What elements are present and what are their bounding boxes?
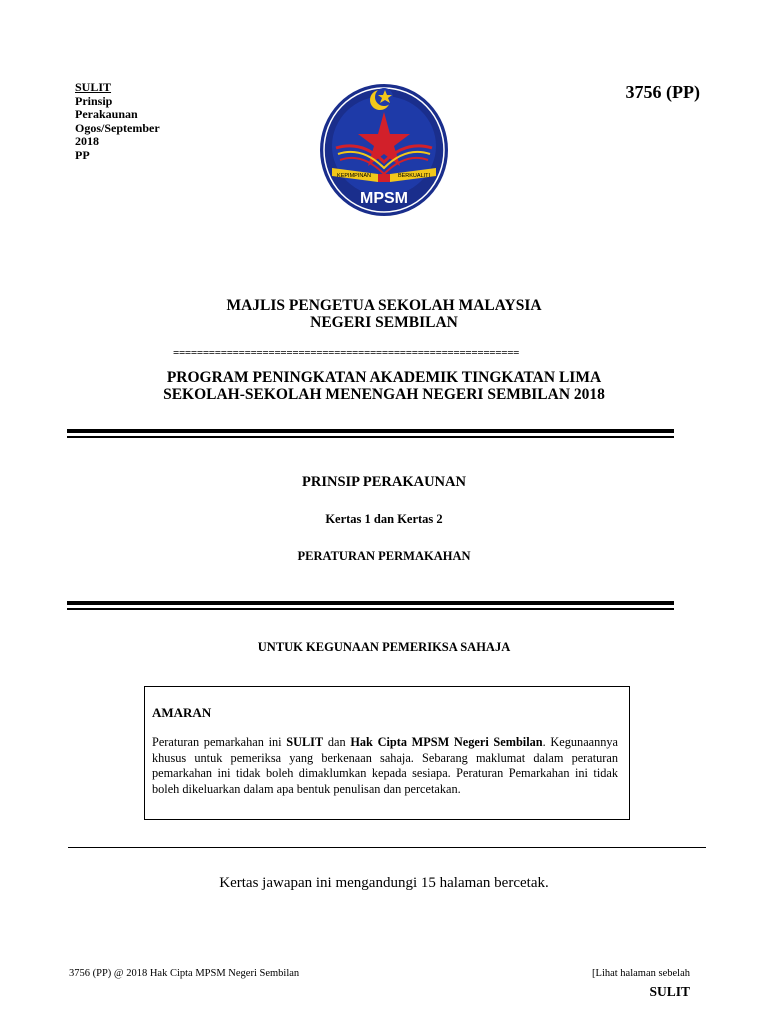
footer-sulit: SULIT (649, 984, 690, 999)
footer-divider (68, 847, 706, 848)
warning-text-part: dan (323, 735, 351, 749)
subject-line: Perakaunan (75, 107, 138, 121)
footer-next-page: [Lihat halaman sebelah (592, 968, 690, 979)
footer-copyright: 3756 (PP) @ 2018 Hak Cipta MPSM Negeri Sembilan (69, 968, 300, 979)
thick-divider-bottom (67, 601, 674, 610)
council-line-1: MAJLIS PENGETUA SEKOLAH MALAYSIA (226, 297, 542, 314)
mpsm-emblem-icon (318, 82, 450, 218)
warning-text-bold: Hak Cipta MPSM Negeri Sembilan (350, 735, 543, 749)
logo-ribbon-right: BERKUALITI (397, 173, 431, 179)
program-title (0, 369, 768, 403)
paper-code: 3756 (PP) (625, 82, 700, 102)
page-count-note: Kertas jawapan ini mengandungi 15 halaman bercetak. (219, 875, 549, 891)
warning-box (144, 686, 630, 820)
program-line-1: PROGRAM PENINGKATAN AKADEMIK TINGKATAN LIMA (166, 369, 602, 386)
council-name (0, 297, 768, 331)
subject-title: PRINSIP PERAKAUNAN (302, 474, 466, 490)
examiner-only-label: UNTUK KEGUNAAN PEMERIKSA SAHAJA (257, 640, 511, 654)
header-classification (75, 81, 160, 162)
code-line: PP (75, 147, 90, 162)
program-line-2: SEKOLAH-SEKOLAH MENENGAH NEGERI SEMBILAN 2018 (163, 386, 605, 403)
warning-text-bold: SULIT (286, 735, 324, 749)
thick-divider-top (67, 429, 674, 438)
mpsm-logo (318, 82, 450, 218)
warning-title: AMARAN (152, 705, 212, 720)
council-line-2: NEGERI SEMBILAN (310, 314, 458, 331)
sulit-label: SULIT (75, 80, 112, 94)
logo-name: MPSM (360, 190, 408, 207)
warning-text (152, 735, 618, 797)
warning-text-part: . Kegunaannya khusus untuk pemeriksa yang berkenaan sahaja. Sebarang maklumat dalam peraturan pemarkahan ini tidak boleh dimaklumkan kepada sesiapa. Peraturan Pemarkahan ini tidak boleh dikeluarkan dalam apa bentuk penulisan dan percetakan. (152, 735, 619, 796)
papers-label: Kertas 1 dan Kertas 2 (325, 512, 443, 526)
logo-ribbon-left: KEPIMPINAN (337, 173, 371, 179)
warning-text-part: Peraturan pemarkahan ini (152, 735, 287, 749)
separator-line: ========================================================== (173, 349, 520, 357)
year-line: 2018 (75, 134, 99, 148)
subject-line: Prinsip (75, 93, 113, 108)
session-line: Ogos/September (75, 120, 160, 135)
marking-scheme-label: PERATURAN PERMAKAHAN (297, 549, 471, 563)
